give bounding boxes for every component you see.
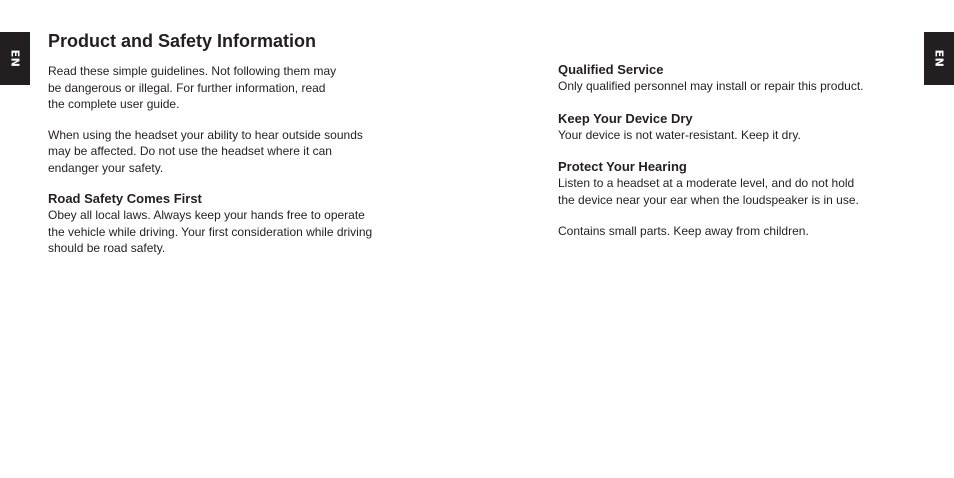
hearing-line: the device near your ear when the loudspeaker is in use. [558, 192, 859, 207]
intro-line: be dangerous or illegal. For further information, read [48, 80, 326, 95]
device-dry-heading: Keep Your Device Dry [558, 110, 693, 126]
left-column [48, 30, 408, 271]
road-safety-heading: Road Safety Comes First [48, 191, 202, 206]
hearing-heading: Protect Your Hearing [558, 159, 687, 174]
road-safety-line: Obey all local laws. Always keep your hands free to operate [48, 208, 365, 222]
headset-paragraph [48, 127, 408, 177]
hearing-section [558, 158, 898, 208]
headset-line: endanger your safety. [48, 160, 164, 175]
language-tab-label: EN [932, 49, 946, 68]
language-tab-label: EN [8, 49, 22, 68]
road-safety-line: should be road safety. [48, 241, 166, 255]
road-safety-section [48, 190, 408, 257]
intro-line: Read these simple guidelines. Not following them may [48, 64, 337, 78]
headset-line: may be affected. Do not use the headset where it can [48, 144, 332, 158]
qualified-service-line: Only qualified personnel may install or repair this product. [558, 79, 864, 93]
device-dry-line: Your device is not water-resistant. Keep it dry. [558, 127, 801, 142]
hearing-line: Listen to a headset at a moderate level, and do not hold [558, 176, 855, 190]
qualified-service-heading: Qualified Service [558, 62, 664, 77]
intro-paragraph [48, 63, 408, 113]
road-safety-line: the vehicle while driving. Your first consideration while driving [48, 224, 373, 239]
headset-line: When using the headset your ability to hear outside sounds [48, 127, 363, 142]
qualified-service-section [558, 61, 898, 95]
language-tab-left [0, 32, 30, 85]
right-column [558, 61, 898, 240]
device-dry-section [558, 110, 898, 144]
language-tab-right [924, 32, 954, 85]
page-title: Product and Safety Information [48, 31, 317, 51]
intro-line: the complete user guide. [48, 97, 180, 111]
small-parts-warning: Contains small parts. Keep away from children. [558, 224, 809, 238]
